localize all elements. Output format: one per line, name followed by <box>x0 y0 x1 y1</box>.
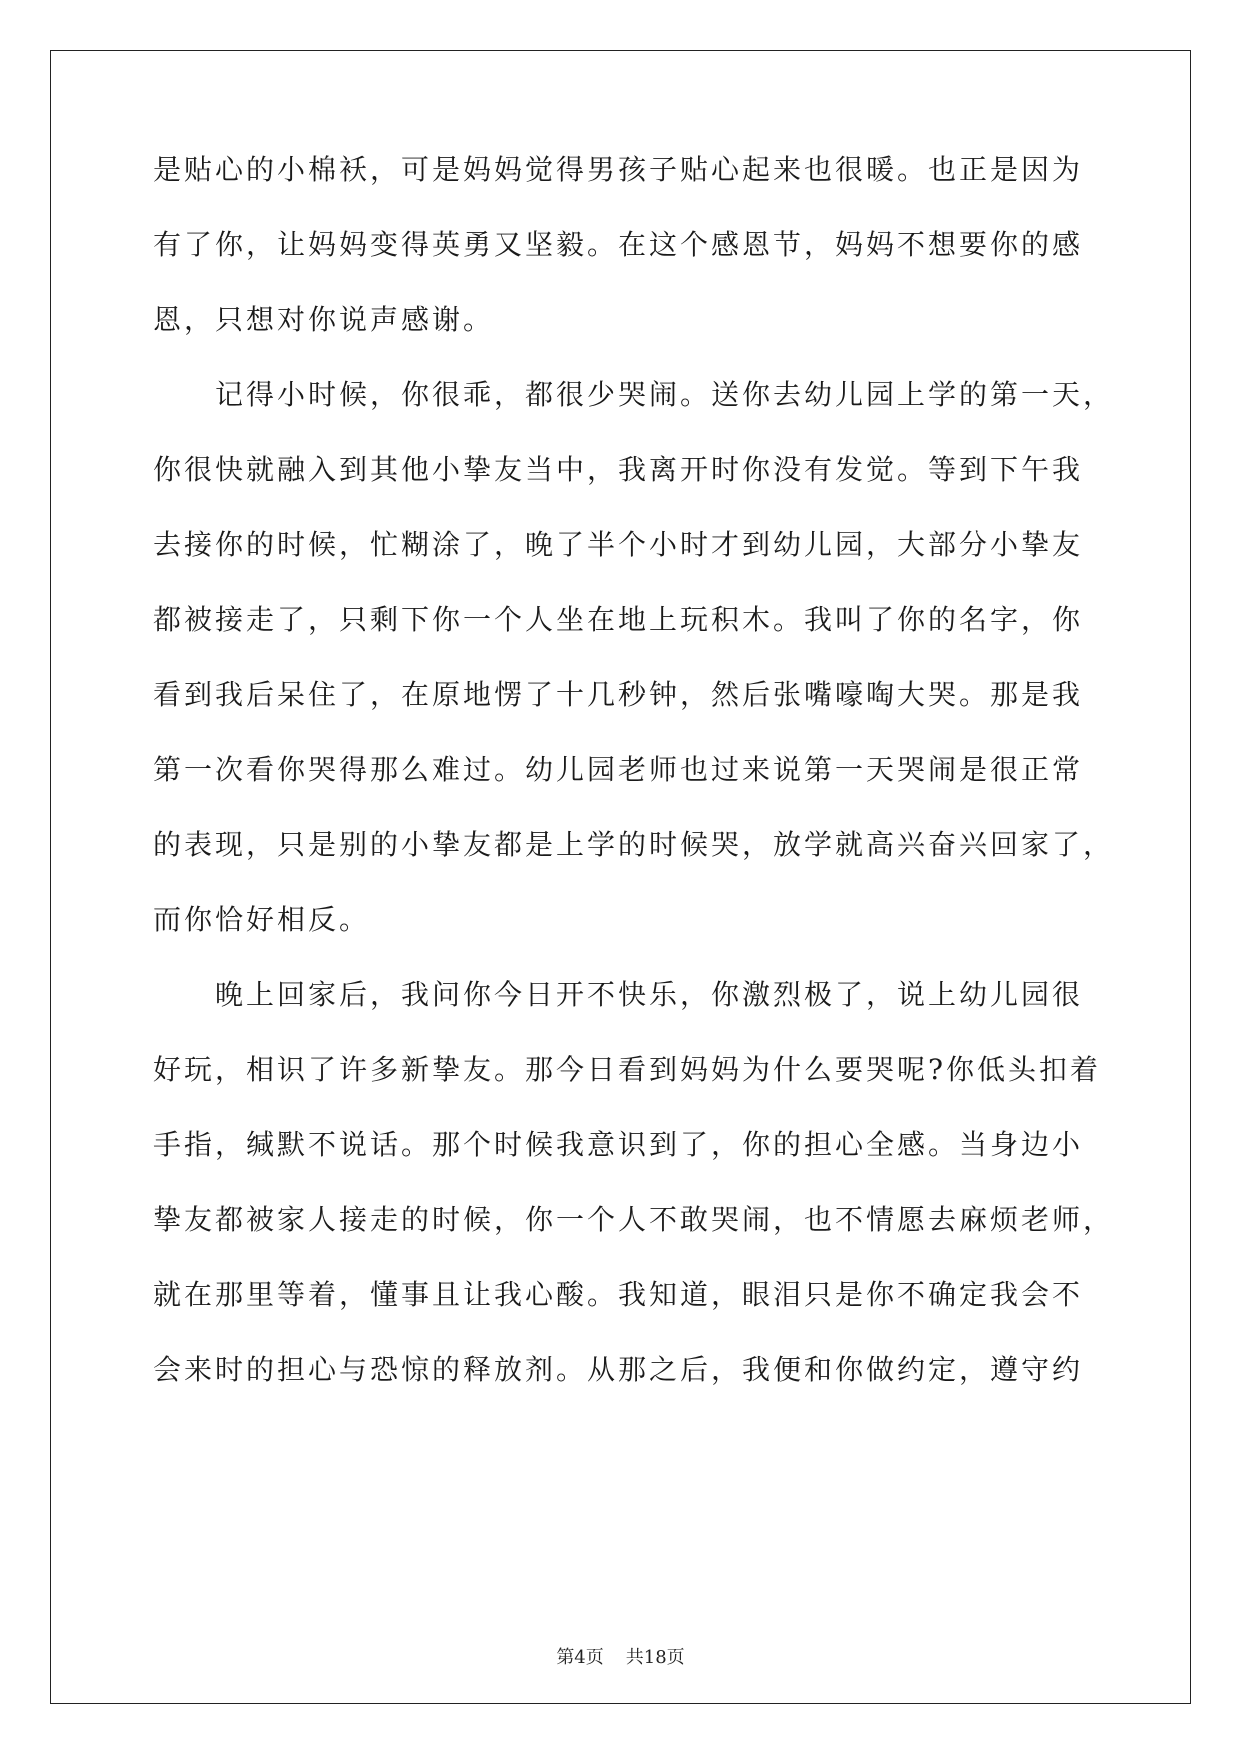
body-line: 好玩，相识了许多新挚友。那今日看到妈妈为什么要哭呢?你低头扣着 <box>153 1053 1102 1086</box>
body-line: 是贴心的小棉袄，可是妈妈觉得男孩子贴心起来也很暖。也正是因为 <box>153 153 1084 186</box>
body-line: 有了你，让妈妈变得英勇又坚毅。在这个感恩节，妈妈不想要你的感 <box>153 228 1084 261</box>
body-line: 看到我后呆住了，在原地愣了十几秒钟，然后张嘴嚎啕大哭。那是我 <box>153 678 1084 711</box>
body-line: 你很快就融入到其他小挚友当中，我离开时你没有发觉。等到下午我 <box>153 453 1084 486</box>
body-line: 的表现，只是别的小挚友都是上学的时候哭，放学就高兴奋兴回家了， <box>153 828 1115 861</box>
current-page-label: 第4页 <box>556 1647 604 1668</box>
body-line: 就在那里等着，懂事且让我心酸。我知道，眼泪只是你不确定我会不 <box>153 1278 1084 1311</box>
body-line: 晚上回家后，我问你今日开不快乐，你激烈极了，说上幼儿园很 <box>215 978 1084 1011</box>
page-border <box>50 50 1191 1704</box>
page-footer <box>0 1643 1241 1669</box>
body-line: 会来时的担心与恐惊的释放剂。从那之后，我便和你做约定，遵守约 <box>153 1353 1084 1386</box>
body-line: 挚友都被家人接走的时候，你一个人不敢哭闹，也不情愿去麻烦老师， <box>153 1203 1115 1236</box>
body-line: 都被接走了，只剩下你一个人坐在地上玩积木。我叫了你的名字，你 <box>153 603 1084 636</box>
body-line: 手指，缄默不说话。那个时候我意识到了，你的担心全感。当身边小 <box>153 1128 1084 1161</box>
body-line: 去接你的时候，忙糊涂了，晚了半个小时才到幼儿园，大部分小挚友 <box>153 528 1084 561</box>
total-pages-label: 共18页 <box>625 1647 685 1668</box>
body-line: 记得小时候，你很乖，都很少哭闹。送你去幼儿园上学的第一天， <box>215 378 1115 411</box>
body-line: 而你恰好相反。 <box>153 903 371 936</box>
body-line: 恩，只想对你说声感谢。 <box>153 303 495 336</box>
body-line: 第一次看你哭得那么难过。幼儿园老师也过来说第一天哭闹是很正常 <box>153 753 1084 786</box>
